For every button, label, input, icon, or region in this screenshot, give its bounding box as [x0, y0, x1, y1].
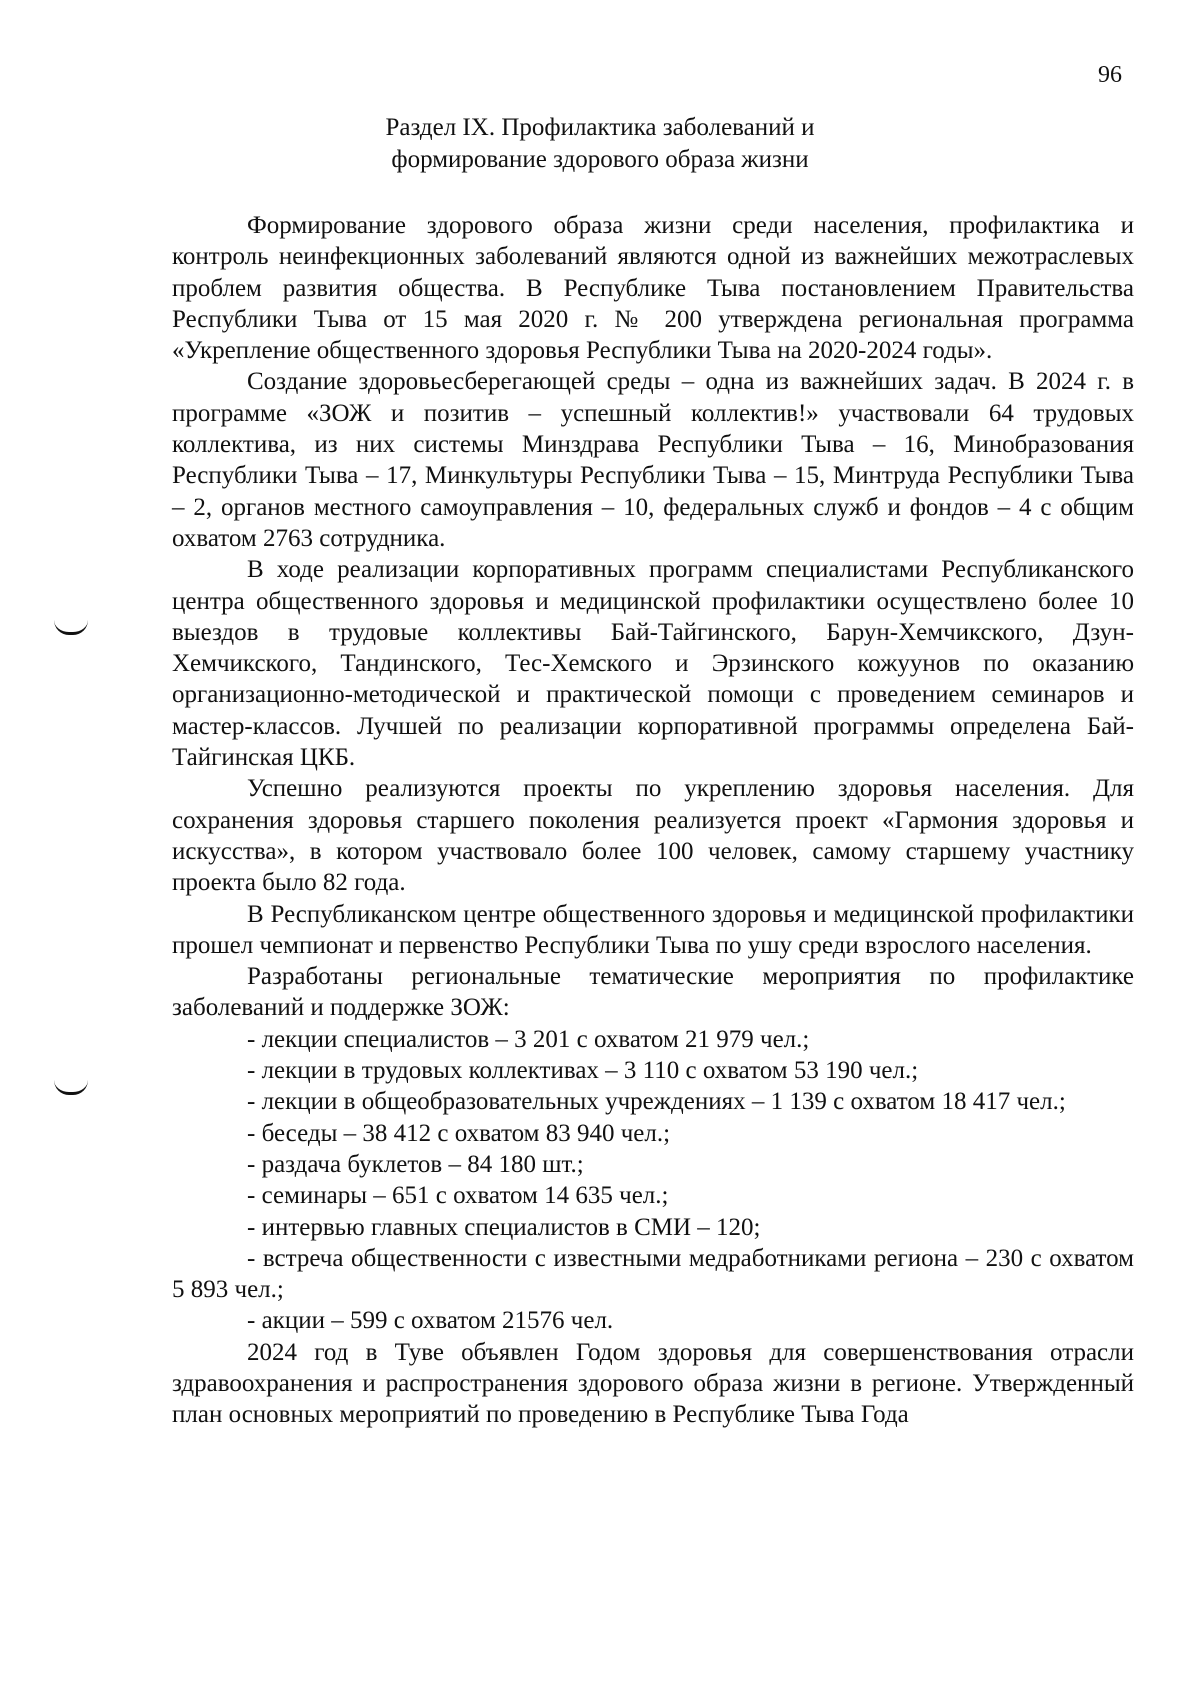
list-item: - беседы – 38 412 с охватом 83 940 чел.; [247, 1119, 671, 1147]
section-title [0, 112, 1200, 176]
scan-mark-1 [54, 620, 88, 635]
list-item: - интервью главных специалистов в СМИ – 120; [247, 1213, 761, 1241]
section-title-line-2: формирование здорового образа жизни [391, 146, 809, 173]
list-item: - лекции специалистов – 3 201 с охватом 21 979 чел.; [247, 1025, 810, 1053]
document-body [172, 210, 1134, 1431]
paragraph-6: Разработаны региональные тематические мероприятия по профилактике заболеваний и поддержке ЗОЖ: [172, 963, 1134, 1022]
list-item: - семинары – 651 с охватом 14 635 чел.; [247, 1182, 669, 1210]
list-item: - раздача буклетов – 84 180 шт.; [247, 1150, 584, 1178]
section-title-line-1: Раздел IX. Профилактика заболеваний и [385, 114, 815, 141]
paragraph-5: В Республиканском центре общественного здоровья и медицинской профилактики прошел чемпионат и первенство Республики Тыва по ушу среди взрослого населения. [172, 900, 1134, 959]
paragraph-4: Успешно реализуются проекты по укреплению здоровья населения. Для сохранения здоровья старшего поколения реализуется проект «Гармония здоровья и искусства», в котором участвовало более 100 человек, самому старшему участнику проекта было 82 года. [172, 775, 1134, 897]
closing-paragraph: 2024 год в Туве объявлен Годом здоровья для совершенствования отрасли здравоохранения и распространения здорового образа жизни в регионе. Утвержденный план основных мероприятий по проведению в Республике Тыва Года [172, 1338, 1134, 1429]
paragraph-2: Создание здоровьесберегающей среды – одна из важнейших задач. В 2024 г. в программе «ЗОЖ и позитив – успешный коллектив!» участвовали 64 трудовых коллектива, из них системы Минздрава Республики Тыва – 16, Минобразования Республики Тыва – 17, Минкультуры Республики Тыва – 15, Минтруда Республики Тыва – 2, органов местного самоуправления – 10, федеральных служб и фондов – 4 с общим охватом 2763 сотрудника. [172, 368, 1134, 552]
page-number: 96 [1098, 62, 1122, 88]
list-item: - акции – 599 с охватом 21576 чел. [247, 1307, 614, 1335]
scan-mark-2 [54, 1080, 88, 1095]
paragraph-3: В ходе реализации корпоративных программ специалистами Республиканского центра общественного здоровья и медицинской профилактики осуществлено более 10 выездов в трудовые коллективы Бай-Тайгинского, Барун-Хемчикского, Дзун-Хемчикского, Тандинского, Тес-Хемского и Эрзинского кожуунов по оказанию организационно-методической и практической помощи с проведением семинаров и мастер-классов. Лучшей по реализации корпоративной программы определена Бай-Тайгинская ЦКБ. [172, 556, 1134, 772]
list-item: - лекции в общеобразовательных учреждениях – 1 139 с охватом 18 417 чел.; [247, 1088, 1066, 1116]
list-item: - лекции в трудовых коллективах – 3 110 с охватом 53 190 чел.; [247, 1057, 919, 1085]
paragraph-1: Формирование здорового образа жизни среди населения, профилактика и контроль неинфекционных заболеваний являются одной из важнейших межотраслевых проблем развития общества. В Республике Тыва постановлением Правительства Республики Тыва от 15 мая 2020 г. № 200 утверждена региональная программа «Укрепление общественного здоровья Республики Тыва на 2020-2024 годы». [172, 212, 1134, 365]
list-item: - встреча общественности с известными медработниками региона – 230 с охватом 5 893 чел.; [172, 1244, 1134, 1304]
